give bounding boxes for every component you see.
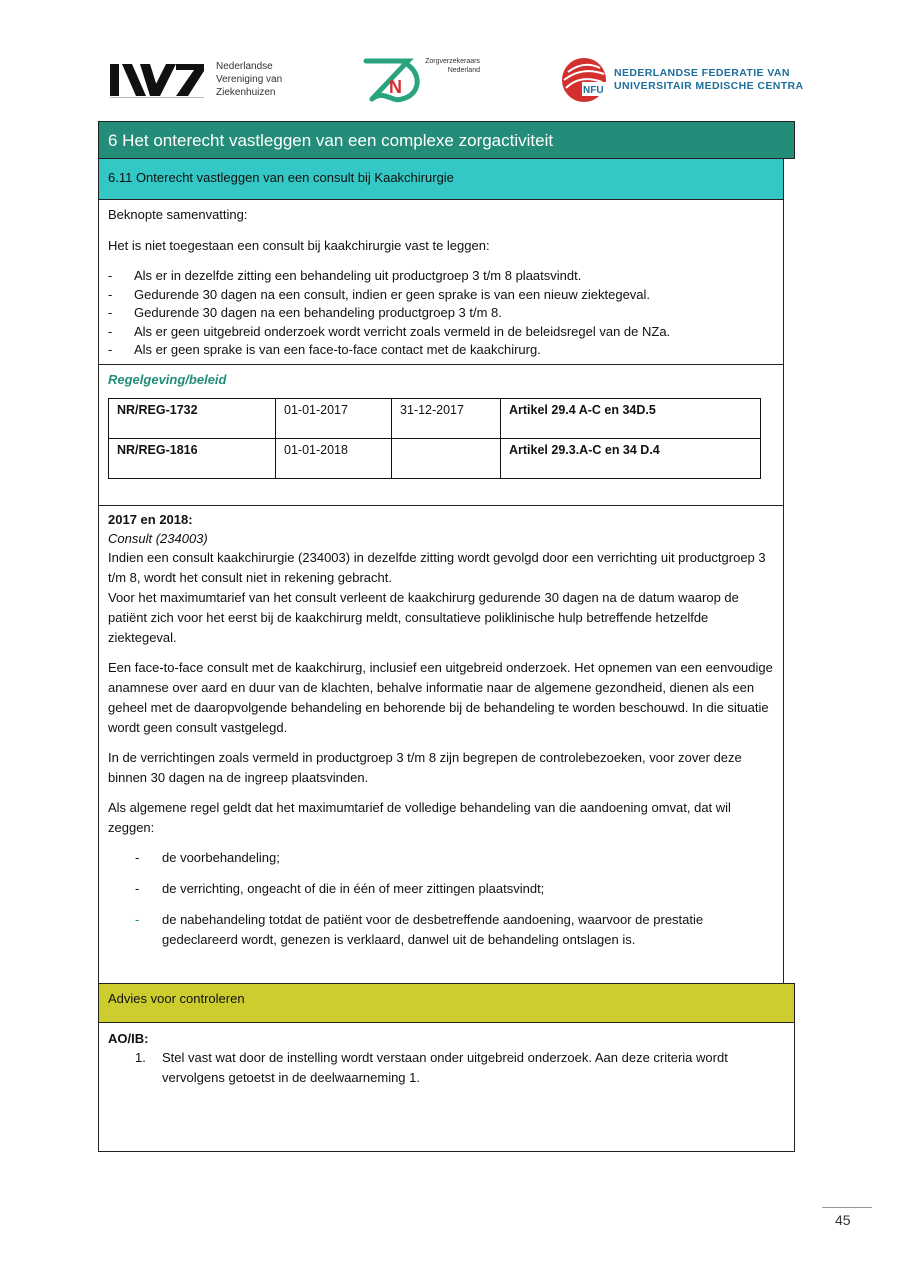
body-section [98, 506, 784, 984]
reg-end-date: 31-12-2017 [392, 399, 501, 439]
body-paragraph: In de verrichtingen zoals vermeld in productgroep 3 t/m 8 zijn begrepen de controlebezoeken, voor zover deze binnen 30 dagen na de ingreep plaatsvinden. [108, 750, 742, 785]
nfu-line-2: UNIVERSITAIR MEDISCHE CENTRA [614, 80, 804, 92]
table-row [109, 399, 761, 439]
item-number: 1. [135, 1050, 146, 1065]
advies-title: Advies voor controleren [98, 983, 795, 1023]
svg-text:N: N [389, 77, 402, 97]
year-heading: 2017 en 2018: [108, 512, 193, 527]
zn-line-2: Nederland [447, 67, 480, 74]
summary-item: - Gedurende 30 dagen na een behandeling productgroep 3 t/m 8. [108, 304, 774, 323]
zn-name [422, 57, 480, 75]
summary-section [98, 200, 784, 365]
list-item: - de voorbehandeling; [108, 848, 774, 868]
summary-item: - Gedurende 30 dagen na een consult, indien er geen sprake is van een nieuw ziektegeval. [108, 286, 774, 305]
list-item: - de nabehandeling totdat de patiënt voor de desbetreffende aandoening, waarvoor de prestatie gedeclareerd wordt, genezen is verklaard, danwel uit de behandeling ontslagen is. [108, 910, 774, 950]
summary-intro: Het is niet toegestaan een consult bij kaakchirurgie vast te leggen: [108, 238, 490, 253]
summary-title: Beknopte samenvatting: [108, 207, 248, 222]
body-paragraph: Als algemene regel geldt dat het maximumtarief de volledige behandeling van die aandoening omvat, dat wil zeggen: [108, 800, 731, 835]
section-title: 6.11 Onterecht vastleggen van een consult bij Kaakchirurgie [98, 159, 784, 200]
logo-nvz [110, 60, 282, 99]
summary-item: - Als er geen sprake is van een face-to-face contact met de kaakchirurg. [108, 341, 774, 360]
nfu-line-1: NEDERLANDSE FEDERATIE VAN [614, 67, 790, 79]
reg-start-date: 01-01-2017 [276, 399, 392, 439]
zn-line-1: Zorgverzekeraars [425, 58, 480, 65]
list-item: - de verrichting, ongeacht of die in één of meer zittingen plaatsvindt; [108, 879, 774, 899]
body-paragraph: Voor het maximumtarief van het consult verleent de kaakchirurg gedurende 30 dagen na de datum waarop de patiënt zich voor het eerst bij de kaakchirurg meldt, consultatieve poliklinische hulp betreffende hetzelfde ziektegeval. [108, 590, 739, 645]
logo-zn [362, 55, 480, 105]
body-paragraph: Een face-to-face consult met de kaakchirurg, inclusief een uitgebreid onderzoek. Het opnemen van een eenvoudige anamnese over aard en duur van de klachten, behalve informatie naar de algemene gezondheid, dienen als een geheel met de daaropvolgende behandeling en behorende bij de behandeling te worden beschouwd. In die situatie wordt geen consult vastgelegd. [108, 660, 773, 735]
zn-logo-icon [362, 55, 430, 105]
list-item [108, 1048, 785, 1088]
reg-code: NR/REG-1816 [109, 439, 276, 479]
reg-article: Artikel 29.4 A-C en 34D.5 [501, 399, 761, 439]
regulation-section [98, 365, 784, 506]
advies-section [98, 1023, 795, 1152]
footer-divider [822, 1207, 872, 1208]
summary-item: - Als er in dezelfde zitting een behandeling uit productgroep 3 t/m 8 plaatsvindt. [108, 267, 774, 286]
nfu-badge: NFU [583, 85, 604, 96]
nfu-logo-icon [560, 56, 608, 104]
item-text: Stel vast wat door de instelling wordt verstaan onder uitgebreid onderzoek. Aan deze criteria wordt vervolgens getoetst in de deelwaarneming 1. [162, 1050, 728, 1085]
chapter-title: 6 Het onterecht vastleggen van een complexe zorgactiviteit [98, 121, 795, 159]
body-paragraph: Indien een consult kaakchirurgie (234003) in dezelfde zitting wordt gevolgd door een verrichting uit productgroep 3 t/m 8, wordt het consult niet in rekening gebracht. [108, 550, 766, 585]
advies-subheading: AO/IB: [108, 1031, 149, 1046]
nvz-logo-icon [110, 62, 204, 98]
nvz-line-3: Ziekenhuizen [216, 87, 276, 98]
reg-start-date: 01-01-2018 [276, 439, 392, 479]
reg-article: Artikel 29.3.A-C en 34 D.4 [501, 439, 761, 479]
nvz-name [216, 60, 282, 99]
treatment-list [108, 848, 774, 950]
summary-list [108, 267, 774, 360]
regulation-title: Regelgeving/beleid [108, 372, 227, 387]
table-row [109, 439, 761, 479]
reg-code: NR/REG-1732 [109, 399, 276, 439]
nvz-line-2: Vereniging van [216, 74, 283, 85]
advies-list [108, 1048, 785, 1088]
reg-end-date [392, 439, 501, 479]
summary-item: - Als er geen uitgebreid onderzoek wordt verricht zoals vermeld in de beleidsregel van de NZa. [108, 323, 774, 342]
nvz-line-1: Nederlandse [216, 61, 273, 72]
consult-heading: Consult (234003) [108, 531, 208, 546]
regulation-table [108, 398, 761, 479]
logo-nfu [560, 56, 804, 104]
page-number: 45 [835, 1212, 851, 1228]
nfu-name [614, 67, 804, 93]
